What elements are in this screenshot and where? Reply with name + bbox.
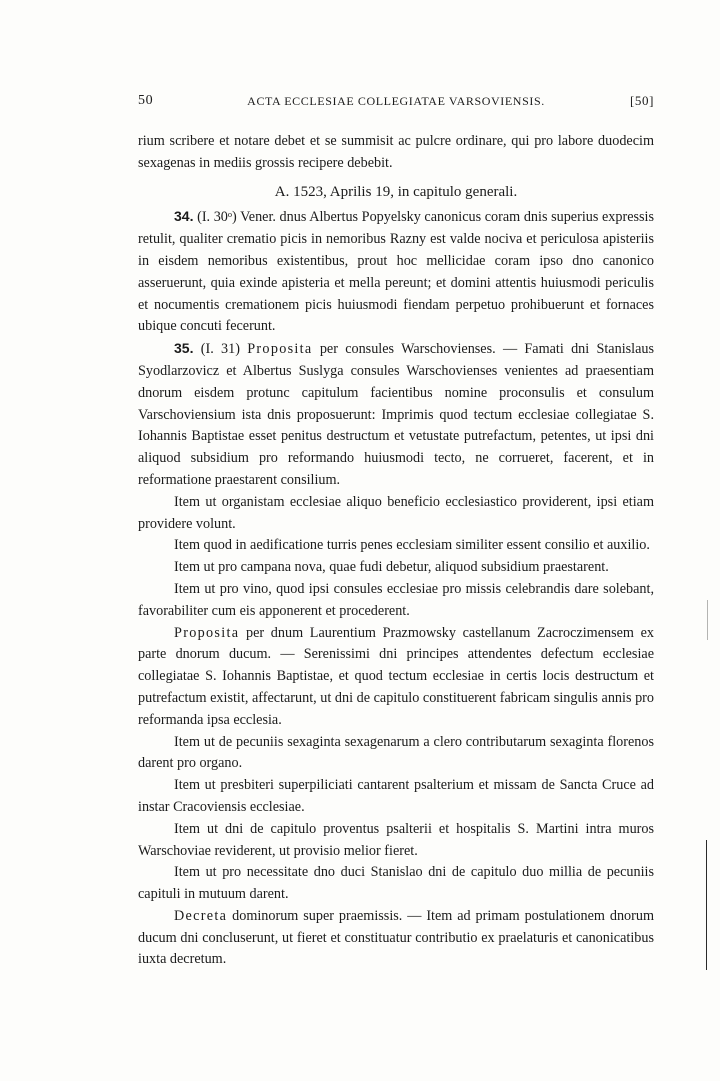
scan-edge-line	[707, 600, 708, 640]
item-paragraph: Item ut presbiteri superpiliciati cantarent psalterium et missam de Sancta Cruce ad instar Cracoviensis ecclesiae.	[138, 777, 654, 815]
page-header	[138, 93, 654, 113]
section-text: dominorum super praemissis. — Item ad primam postulationem dnorum ducum dni concluserunt, ut fieret et constituatur contributio ex praelaturis et canonicatibus iuxta decretum.	[138, 907, 655, 968]
section-35	[138, 338, 654, 492]
section-reference: (I. 30ᵒ)	[197, 209, 237, 226]
item-paragraph: Item quod in aedificatione turris penes ecclesiam similiter essent consilio et auxilio.	[174, 537, 650, 554]
scan-edge-line	[706, 840, 707, 970]
spaced-heading: Proposita	[174, 624, 240, 641]
item-paragraph: Item ut de pecuniis sexaginta sexagenarum a clero contributarum sexaginta florenos darent pro organo.	[138, 733, 654, 772]
section-reference: (I. 31)	[200, 341, 240, 358]
section-number: 34.	[174, 208, 194, 225]
running-title: ACTA ECCLESIAE COLLEGIATAE VARSOVIENSIS.	[247, 94, 545, 108]
bracket-page-number: [50]	[629, 93, 654, 108]
spaced-heading: Proposita	[247, 341, 313, 358]
item-paragraph: Item ut pro vino, quod ipsi consules ecclesiae pro missis celebrandis dare solebant, favorabiliter cum eis apponerent et procederent.	[138, 580, 654, 619]
item-paragraph: Item ut pro campana nova, quae fudi debetur, aliquod subsidium praestarent.	[174, 559, 609, 576]
section-text: Vener. dnus Albertus Popyelsky canonicus coram dnis superius expressis retulit, qualiter crematio picis in nemoribus Razny est valde nociva et periculosa apisteriis in eisdem nemoribus existentibus, prout hoc mellicidae coram ipso dno canonico asseruerunt, quia exinde apisteria et mella pereunt; et domini attentis huiusmodi periculis et nocumentis cremationem picis huiusmodi fiendam perpetuo prohibuerunt et fornaces ubique concuti fecerunt.	[138, 209, 655, 335]
item-paragraph: Item ut organistam ecclesiae aliquo beneficio ecclesiastico providerent, ipsi etiam providere volunt.	[138, 493, 654, 532]
decreta	[138, 906, 654, 971]
body-text	[138, 131, 654, 971]
section-text: per dnum Laurentium Prazmowsky castellanum Zacroczimensem ex parte dnorum ducum. — Serenissimi dni principes attendentes defectum ecclesiae collegiatae S. Iohannis Baptistae, et quod tectum ecclesiae in certis locis destructum et putrefactum existit, affectarunt, ut dni de capitulo constituerent fabricam singulis annis pro reformanda ipsa ecclesia.	[138, 624, 654, 728]
section-34	[138, 206, 654, 338]
proposita-ducum	[138, 623, 654, 732]
page-number: 50	[138, 93, 154, 108]
item-paragraph: Item ut dni de capitulo proventus psalterii et hospitalis S. Martini intra muros Warschoviae reviderent, ut provisio melior fieret.	[138, 820, 654, 859]
section-number: 35.	[174, 340, 194, 357]
date-heading: A. 1523, Aprilis 19, in capitulo generali.	[274, 183, 518, 200]
item-paragraph: Item ut pro necessitate dno duci Stanislao dni de capitulo duo millia de pecuniis capituli in mutuum darent.	[138, 864, 654, 903]
spaced-heading: Decreta	[174, 907, 228, 924]
paragraph-continuation: rium scribere et notare debet et se summisit ac pulcre ordinare, qui pro labore duodecim sexagenas in mediis grossis recipere debebit.	[138, 133, 654, 171]
section-text: per consules Warschovienses. — Famati dni Stanislaus Syodlarzovicz et Albertus Suslyga consules Warschovienses venientes ad praesentiam dnorum eisdem protunc capitulum facientibus nomine proconsulis et consulum Varschoviensium ista dnis proposuerunt: Imprimis quod tectum ecclesiae collegiatae S. Iohannis Baptistae esset penitus destructum et vetustate putrefactum, petentes, ut ipsi dni aliquod subsidium pro reformando huiusmodi tecto, ne corrueret, facerent, et in reformatione praestarent consilium.	[138, 341, 655, 488]
